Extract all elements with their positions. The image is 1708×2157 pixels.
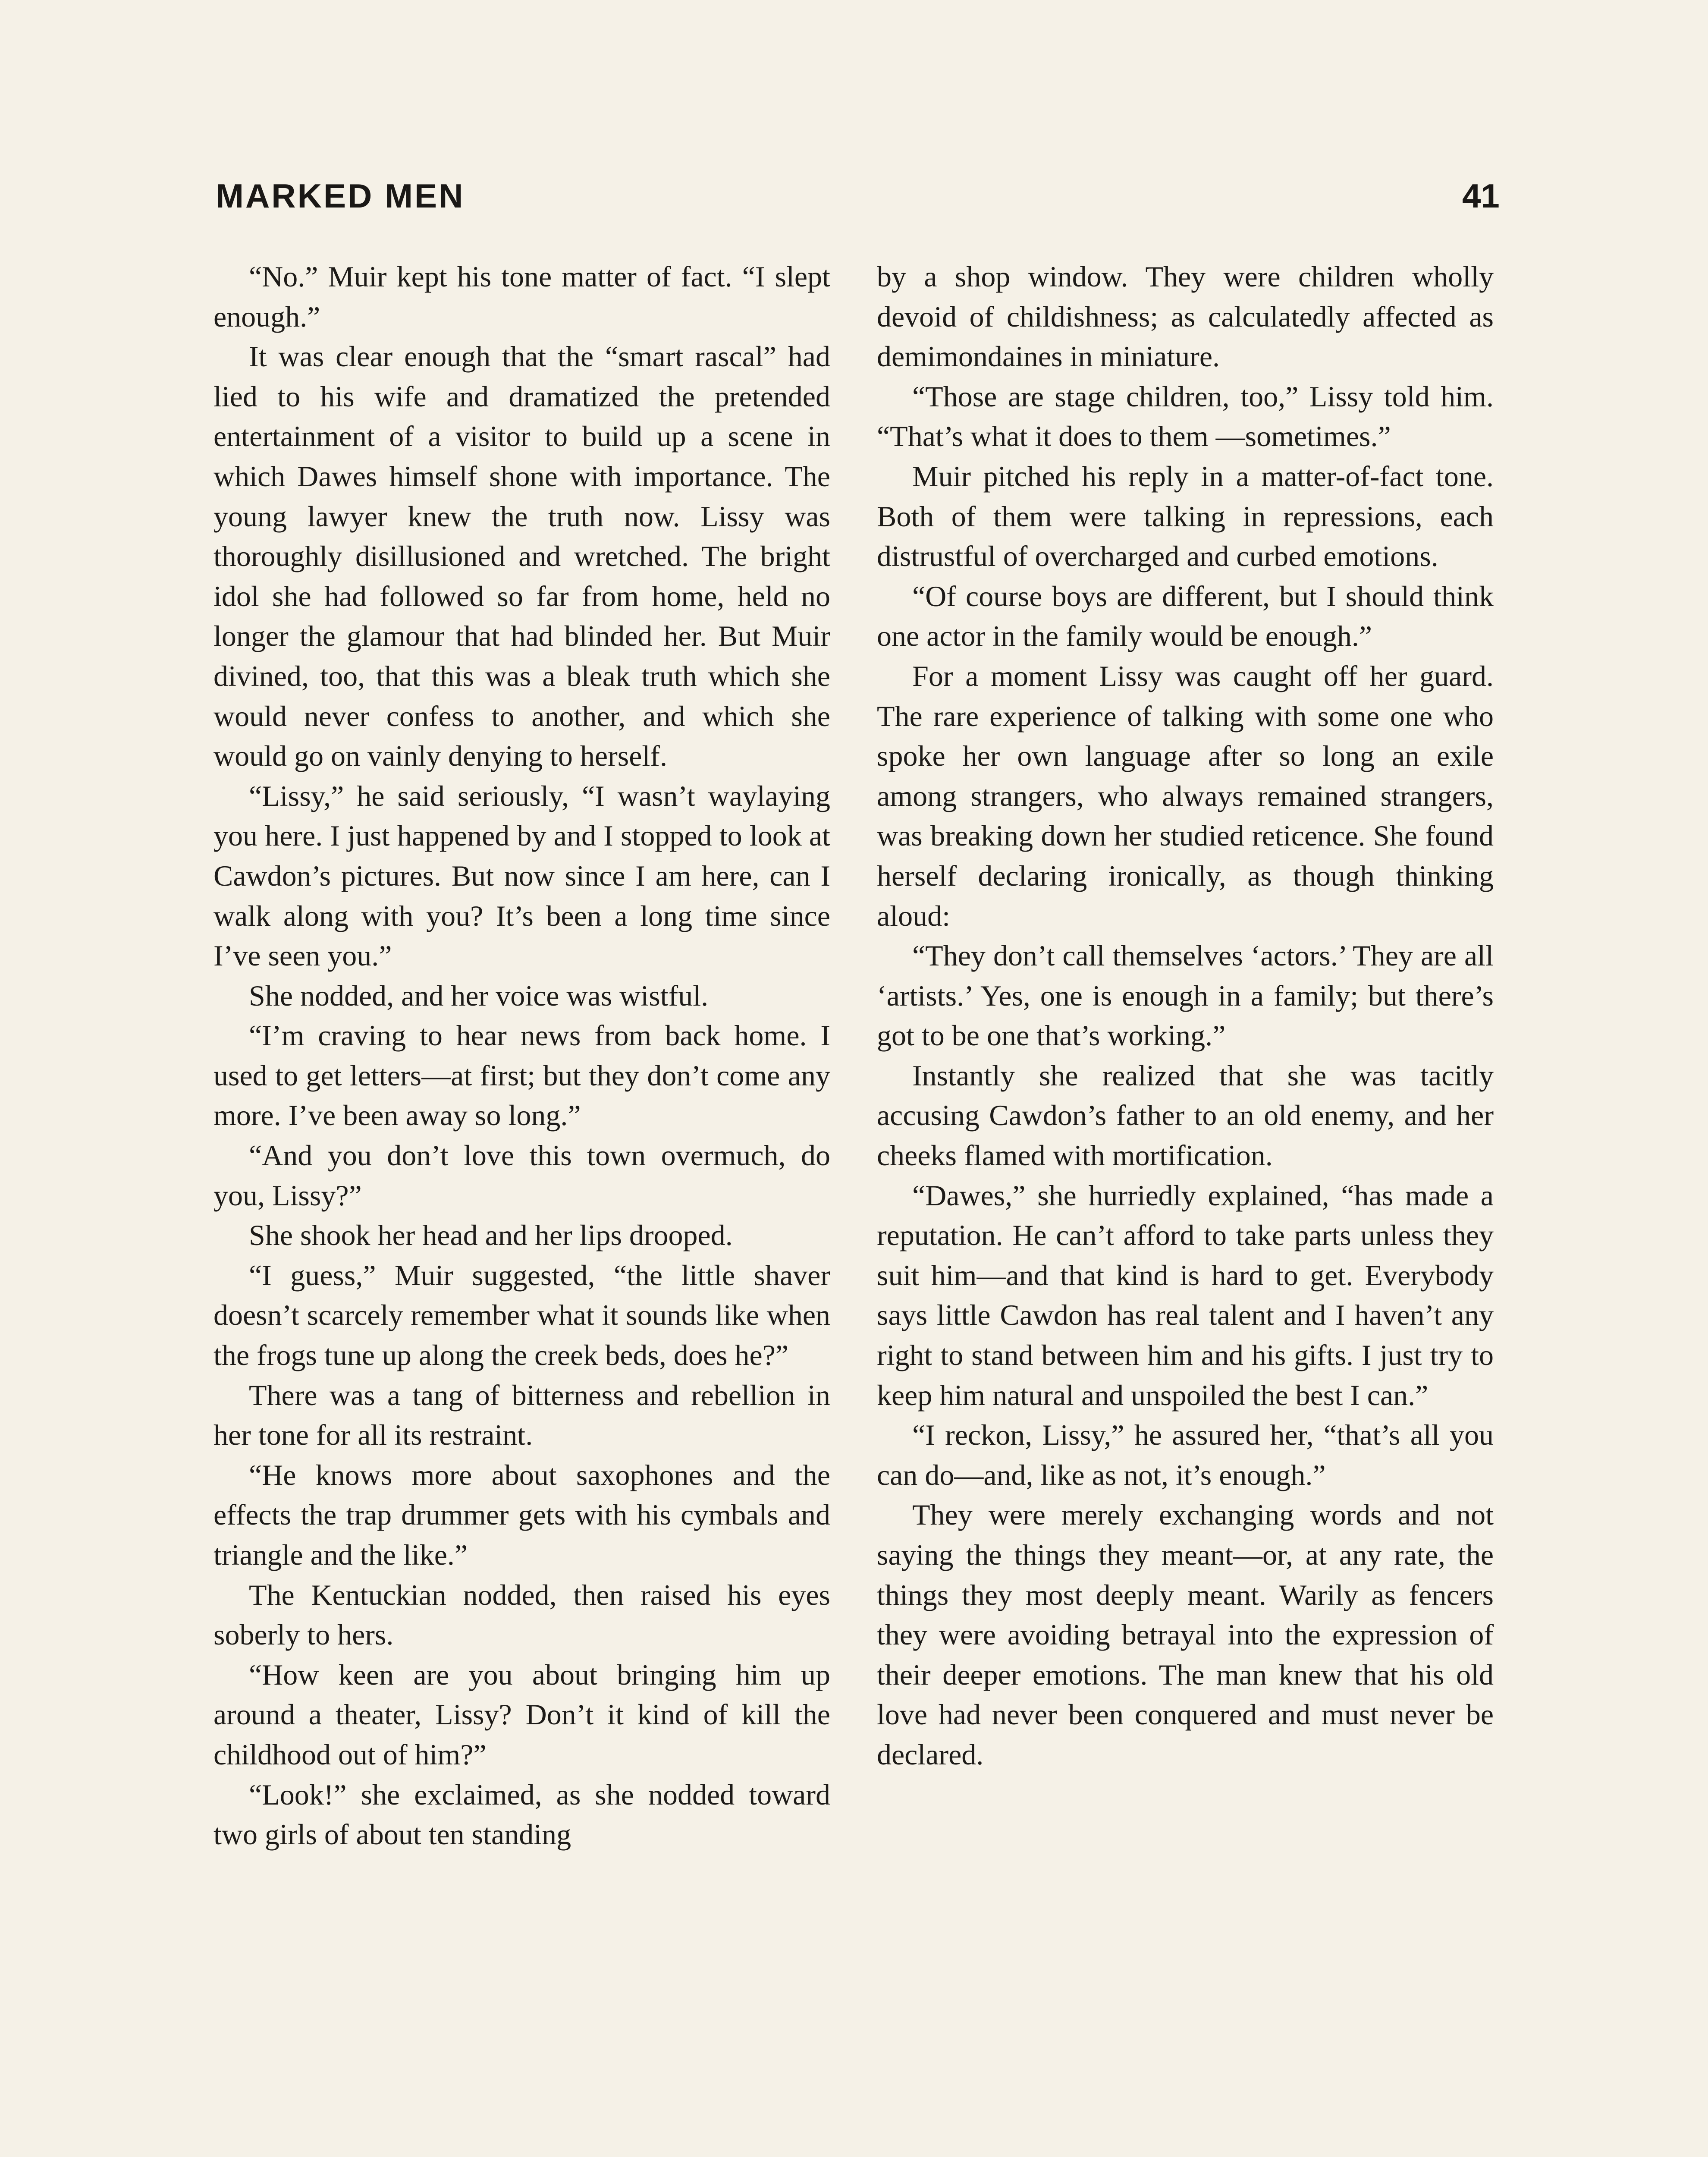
paragraph: “Lissy,” he said seriously, “I wasn’t waylaying you here. I just happened by and I stopped to look at Cawdon’s pictures. But now since I am here, can I walk along with you? It’s been a long time since I’ve seen you.” <box>214 779 830 972</box>
paragraph: They were merely exchanging words and not saying the things they meant—or, at any rate, the things they most deeply meant. Warily as fencers they were avoiding betrayal into the expression of their deeper emotions. The man knew that his old love had never been conquered and must never be declared. <box>877 1498 1494 1771</box>
paragraph: “Look!” she exclaimed, as she nodded toward two girls of about ten standing <box>214 1778 830 1851</box>
left-column <box>214 257 830 1855</box>
paragraph: “He knows more about saxophones and the effects the trap drummer gets with his cymbals and triangle and the like.” <box>214 1458 830 1571</box>
paragraph: “Of course boys are different, but I should think one actor in the family would be enough.” <box>877 579 1494 653</box>
paragraph: “How keen are you about bringing him up around a theater, Lissy? Don’t it kind of kill the childhood out of him?” <box>214 1658 830 1771</box>
paragraph-continuation: by a shop window. They were children wholly devoid of childishness; as calculatedly affected as demimondaines in miniature. <box>877 260 1494 373</box>
page-number: 41 <box>1462 177 1500 215</box>
paragraph: “No.” Muir kept his tone matter of fact. “I slept enough.” <box>214 260 830 333</box>
paragraph: “And you don’t love this town overmuch, do you, Lissy?” <box>214 1139 830 1212</box>
paragraph: “They don’t call themselves ‘actors.’ They are all ‘artists.’ Yes, one is enough in a family; but there’s got to be one that’s working.” <box>877 939 1494 1052</box>
running-head: MARKED MEN <box>216 177 465 215</box>
paragraph: There was a tang of bitterness and rebellion in her tone for all its restraint. <box>214 1378 830 1452</box>
paragraph: For a moment Lissy was caught off her guard. The rare experience of talking with some one who spoke her own language after so long an exile among strangers, who always remained strangers, was breaking down her studied reticence. She found herself declaring ironically, as though thinking aloud: <box>877 659 1494 932</box>
paragraph: “Dawes,” she hurriedly explained, “has made a reputation. He can’t afford to take parts unless they suit him—and that kind is hard to get. Everybody says little Cawdon has real talent and I haven’t any right to stand between him and his gifts. I just try to keep him natural and unspoiled the best I can.” <box>877 1179 1494 1412</box>
paragraph: It was clear enough that the “smart rascal” had lied to his wife and dramatized the pretended entertainment of a visitor to build up a scene in which Dawes himself shone with importance. The young lawyer knew the truth now. Lissy was thoroughly disillusioned and wretched. The bright idol she had followed so far from home, held no longer the glamour that had blinded her. But Muir divined, too, that this was a bleak truth which she would never confess to another, and which she would go on vainly denying to herself. <box>214 340 830 773</box>
paragraph: “I guess,” Muir suggested, “the little shaver doesn’t scarcely remember what it sounds like when the frogs tune up along the creek beds, does he?” <box>214 1258 830 1372</box>
paragraph: Muir pitched his reply in a matter-of-fact tone. Both of them were talking in repressions, each distrustful of overcharged and curbed emotions. <box>877 459 1494 573</box>
paragraph: “I’m craving to hear news from back home. I used to get letters—at first; but they don’t come any more. I’ve been away so long.” <box>214 1019 830 1132</box>
paragraph: She shook her head and her lips drooped. <box>249 1219 733 1252</box>
right-column <box>877 257 1494 1775</box>
paragraph: The Kentuckian nodded, then raised his eyes soberly to hers. <box>214 1578 830 1651</box>
paragraph: “Those are stage children, too,” Lissy told him. “That’s what it does to them —sometimes.” <box>877 380 1494 453</box>
paragraph: Instantly she realized that she was tacitly accusing Cawdon’s father to an old enemy, and her cheeks flamed with mortification. <box>877 1059 1494 1172</box>
paragraph: She nodded, and her voice was wistful. <box>249 979 709 1012</box>
paragraph: “I reckon, Lissy,” he assured her, “that’s all you can do—and, like as not, it’s enough.” <box>877 1418 1494 1491</box>
